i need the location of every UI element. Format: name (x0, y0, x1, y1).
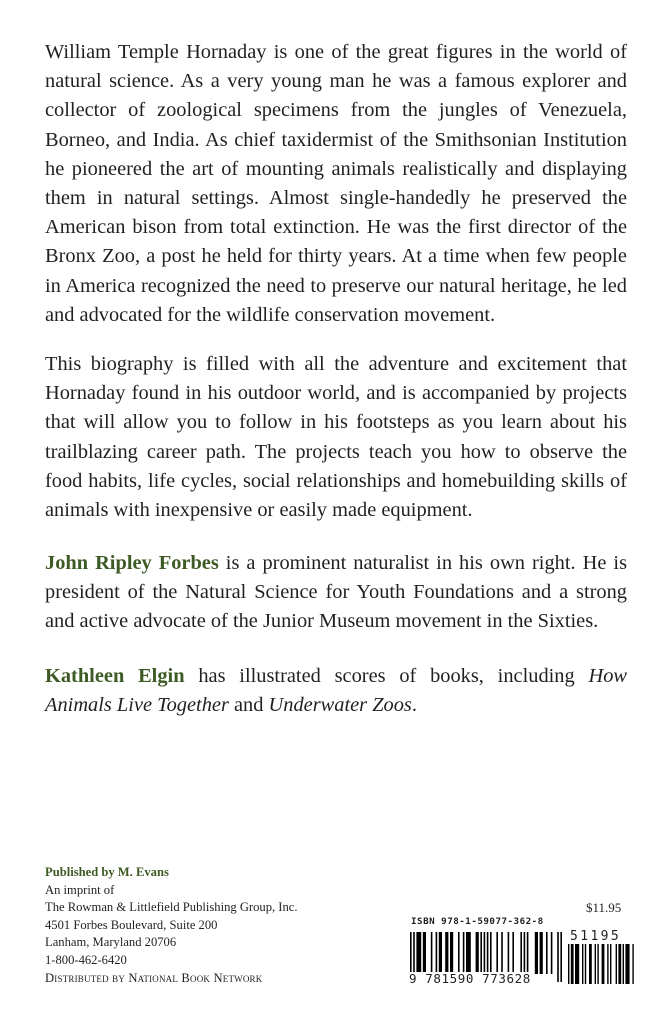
publisher-phone: 1-800-462-6420 (45, 952, 127, 967)
ean13-bar (557, 932, 559, 982)
isbn-barcode (408, 914, 638, 988)
illustrator-bio-text: has illustrated scores of books, including (184, 665, 589, 687)
publisher-name: Published by M. Evans (45, 865, 169, 879)
ean13-bar (551, 932, 553, 974)
ean13-bar (476, 932, 479, 974)
ean13-bar (490, 932, 492, 974)
ean13-bar (501, 932, 503, 974)
illustrator-bio-end: . (411, 694, 417, 717)
ean13-bar (480, 932, 482, 974)
isbn-label: ISBN 978-1-59077-362-8 (411, 916, 544, 927)
ean13-bar (463, 932, 465, 974)
ean13-bar (546, 932, 548, 974)
publisher-imprint-line: An imprint of (45, 882, 115, 897)
addon-bar (602, 944, 605, 984)
addon-bar (616, 944, 617, 984)
ean13-bar (512, 932, 514, 974)
addon-bar (595, 944, 596, 984)
hornaday-summary-paragraph: William Temple Hornaday is one of the great figures in the world of natural science. As a very young man he was a famous explorer and collector of zoological specimens from the jungles of Venezuela, Borneo, and India. As chief taxidermist of the Smithsonian Institution he pioneered the art of mounting animals realistically and displaying them in natural settings. Almost single-handedly he preserved the American bison from total extinction. He was the first director of the Bronx Zoo, a post he held for thirty years. At a time when few people in America recognized the need to preserve our natural heritage, he led and advocated for the wildlife conservation movement. (45, 41, 627, 326)
publisher-block (45, 864, 365, 987)
ean13-bar (416, 932, 421, 974)
ean13-bar (535, 932, 538, 974)
ean13-bar (560, 932, 562, 982)
author-name: John Ripley Forbes (45, 552, 219, 574)
author-bio-paragraph (45, 549, 627, 637)
ean13-bar (436, 932, 438, 974)
ean13-bar (527, 932, 529, 974)
ean13-bar (439, 932, 442, 974)
addon-bar (597, 944, 598, 984)
book-title-how-animals-live-together: How Animals Live Together (45, 665, 628, 717)
book-title-underwater-zoos: Underwater Zoos (268, 694, 412, 717)
addon-bar (582, 944, 583, 984)
addon-bar (618, 944, 621, 984)
barcode-addon-digits: 51195 (570, 929, 622, 944)
publisher-address-line1: 4501 Forbes Boulevard, Suite 200 (45, 917, 218, 932)
addon-bar (610, 944, 611, 984)
ean13-bar (431, 932, 433, 974)
ean13-bar (423, 932, 426, 974)
addon-bar (632, 944, 633, 984)
addon-bar (568, 944, 569, 984)
addon-bar (625, 944, 629, 984)
addon-bar (575, 944, 579, 984)
ean13-bar (458, 932, 460, 974)
ean13-bar (524, 932, 526, 974)
ean13-bar (520, 932, 522, 974)
ean13-bar (540, 932, 543, 974)
ean13-bar (466, 932, 471, 974)
ean13-bar (496, 932, 498, 974)
ean13-bar (450, 932, 453, 974)
ean13-bar (445, 932, 448, 974)
biography-description-paragraph: This biography is filled with all the adventure and excitement that Hornaday found in his outdoor world, and is accompanied by projects that will allow you to follow in his footsteps as you learn about his trailblazing career path. The projects teach you how to observe the food habits, life cycles, social relationships and homebuilding skills of animals with inexpensive or easily made equipment. (45, 353, 627, 522)
distributor-line: Distributed by National Book Network (45, 970, 263, 985)
price-label: $11.95 (586, 900, 622, 915)
addon-bar (585, 944, 586, 984)
addon-bar (571, 944, 574, 984)
illustrator-bio-joiner: and (228, 694, 269, 717)
addon-bar (607, 944, 608, 984)
ean13-bar (508, 932, 510, 974)
barcode-human-readable-digits: 9 781590 773628 (409, 971, 531, 986)
illustrator-name: Kathleen Elgin (45, 665, 185, 687)
publisher-group: The Rowman & Littlefield Publishing Group, Inc. (45, 900, 298, 915)
illustrator-bio-paragraph (45, 662, 627, 720)
price-addon-barcode-bars (568, 944, 636, 986)
addon-bar (623, 944, 624, 984)
author-bio-text: is a prominent naturalist in his own right. He is president of the Natural Science for Youth Foundations and a strong and active advocate of the Junior Museum movement in the Sixties. (45, 552, 628, 633)
addon-bar (589, 944, 592, 984)
publisher-address-line2: Lanham, Maryland 20706 (45, 935, 177, 950)
